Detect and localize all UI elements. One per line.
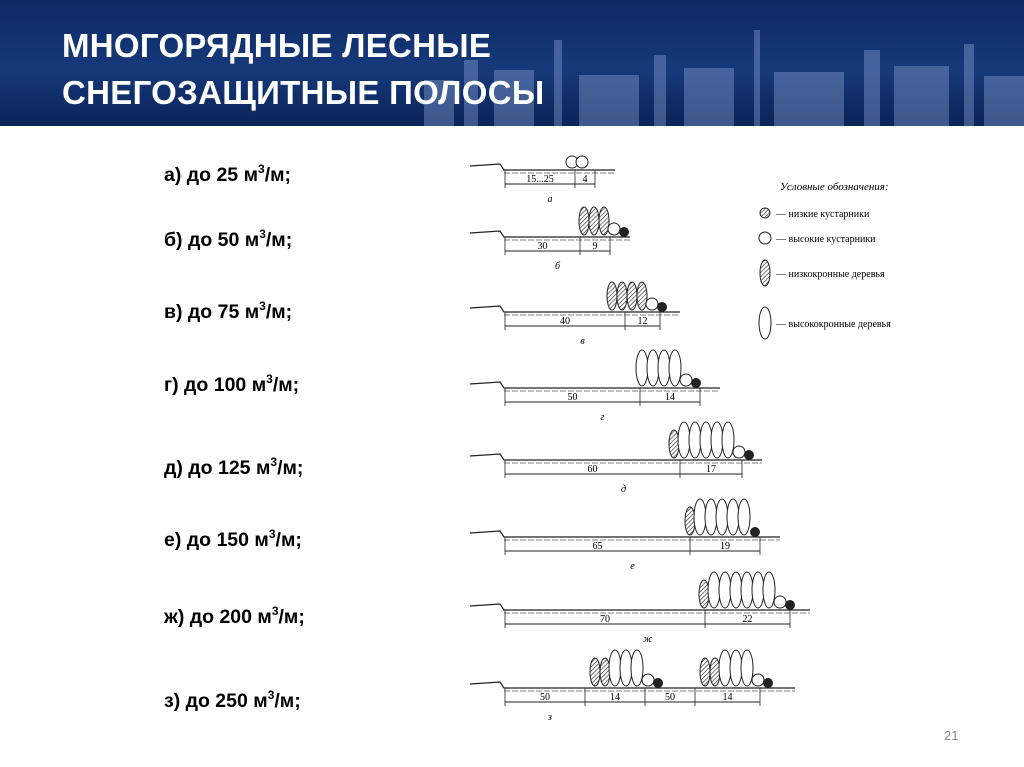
low-crown-tree-icon [599,207,609,235]
high-crown-tree-icon [708,572,720,608]
high-crown-tree-icon [752,572,764,608]
low-crown-tree-icon [627,282,637,310]
high-crown-tree-icon [678,422,690,458]
low-shrub-icon [692,379,701,388]
high-shrub-icon [576,156,588,168]
list-item: б) до 50 $м^3/м$; [164,227,293,251]
slide-header [0,0,1024,126]
slide-title-line2: СНЕГОЗАЩИТНЫЕ ПОЛОСЫ [62,74,545,111]
high-crown-tree-icon [730,572,742,608]
low-shrub-icon [658,303,667,312]
high-shrub-icon [608,223,620,235]
diagram-letter: д [620,484,627,495]
list-item: г) до 100 $м^3/м$; [164,372,300,396]
dimension-label: 70 [600,614,610,625]
diagram-letter: а [547,194,553,205]
high-shrub-icon [646,298,658,310]
dimension-label: 30 [537,241,548,252]
low-crown-tree-icon [699,580,709,608]
low-shrub-icon [764,679,773,688]
legend-title: Условные обозначения: [780,181,889,193]
dimension-label: 60 [587,464,598,475]
high-crown-tree-icon [647,350,659,386]
high-crown-tree-icon [719,572,731,608]
low-shrub-icon [620,228,629,237]
low-crown-tree-icon [600,658,610,686]
diagram-letter: з [548,712,552,723]
high-shrub-icon [752,674,764,686]
legend-high-shrubs: — высокие кустарники [776,234,876,245]
high-crown-tree-icon [705,499,717,535]
low-crown-tree-icon [617,282,627,310]
high-shrub-icon [680,374,692,386]
high-crown-tree-icon [730,650,742,686]
slide-title-line1: МНОГОРЯДНЫЕ ЛЕСНЫЕ [62,27,492,64]
high-crown-tree-icon [722,422,734,458]
legend [759,181,891,339]
dimension-label: 17 [706,464,716,475]
dimension-label: 50 [567,392,578,403]
low-crown-tree-icon [589,207,599,235]
high-crown-tree-icon [620,650,632,686]
high-crown-tree-icon [716,499,728,535]
high-crown-tree-icon [631,650,643,686]
snow-protection-diagram [460,140,960,740]
diagram-letter: ж [642,634,653,645]
low-shrub-icon [760,208,770,218]
high-shrub-icon [733,446,745,458]
legend-low-crown-trees: — низкокронные деревья [776,269,885,280]
high-crown-tree-icon [694,499,706,535]
high-crown-tree-icon [658,350,670,386]
legend-high-crown-trees: — высококронные деревья [776,319,891,330]
low-shrub-icon [654,679,663,688]
dimension-label: 50 [665,692,675,703]
list-item: ж) до 200 $м^3/м$; [164,604,305,628]
list-item: а) до 25 $м^3/м$; [164,162,292,186]
high-crown-tree-icon [738,499,750,535]
high-crown-tree-icon [719,650,731,686]
high-crown-tree-icon [727,499,739,535]
low-crown-tree-icon [590,658,600,686]
low-crown-tree-icon [710,658,720,686]
diagram-letter: е [630,561,635,572]
page-number: 21 [944,728,959,743]
diagram-letter: в [580,336,585,347]
high-crown-tree-icon [669,350,681,386]
dimension-label: 14 [722,692,733,703]
high-crown-tree-icon [759,307,771,339]
diagram-rows [470,156,810,723]
high-shrub-icon [642,674,654,686]
dimension-label: 65 [592,541,603,552]
high-shrub-icon [759,232,771,244]
diagram-letter: б [554,261,561,272]
low-crown-tree-icon [607,282,617,310]
low-shrub-icon [745,451,754,460]
low-crown-tree-icon [637,282,647,310]
dimension-label: 19 [720,541,730,552]
list-item: в) до 75 $м^3/м$; [164,299,293,323]
slide-title [62,22,762,116]
low-shrub-icon [786,601,795,610]
dimension-label: 22 [742,614,753,625]
diagram-letter: г [600,412,605,423]
list-item: з) до 250 $м^3/м$; [164,688,301,712]
high-shrub-icon [774,596,786,608]
dimension-label: 4 [582,174,588,185]
high-crown-tree-icon [711,422,723,458]
high-crown-tree-icon [741,650,753,686]
dimension-label: 15...25 [526,174,554,185]
dimension-label: 40 [560,316,570,327]
dimension-label: 14 [610,692,620,703]
low-crown-tree-icon [760,260,770,286]
low-crown-tree-icon [685,507,695,535]
low-crown-tree-icon [669,430,679,458]
high-crown-tree-icon [689,422,701,458]
list-item: д) до 125 $м^3/м$; [164,455,304,479]
high-crown-tree-icon [609,650,621,686]
high-crown-tree-icon [741,572,753,608]
legend-low-shrubs: — низкие кустарники [776,209,870,220]
low-crown-tree-icon [579,207,589,235]
dimension-label: 50 [540,692,550,703]
dimension-label: 14 [665,392,675,403]
low-shrub-icon [751,528,760,537]
high-crown-tree-icon [700,422,712,458]
list-item: е) до 150 $м^3/м$; [164,527,302,551]
ground-profile [470,164,615,170]
dimension-label: 12 [637,316,648,327]
dimension-label: 9 [592,241,598,252]
high-crown-tree-icon [763,572,775,608]
low-crown-tree-icon [700,658,710,686]
high-crown-tree-icon [636,350,648,386]
